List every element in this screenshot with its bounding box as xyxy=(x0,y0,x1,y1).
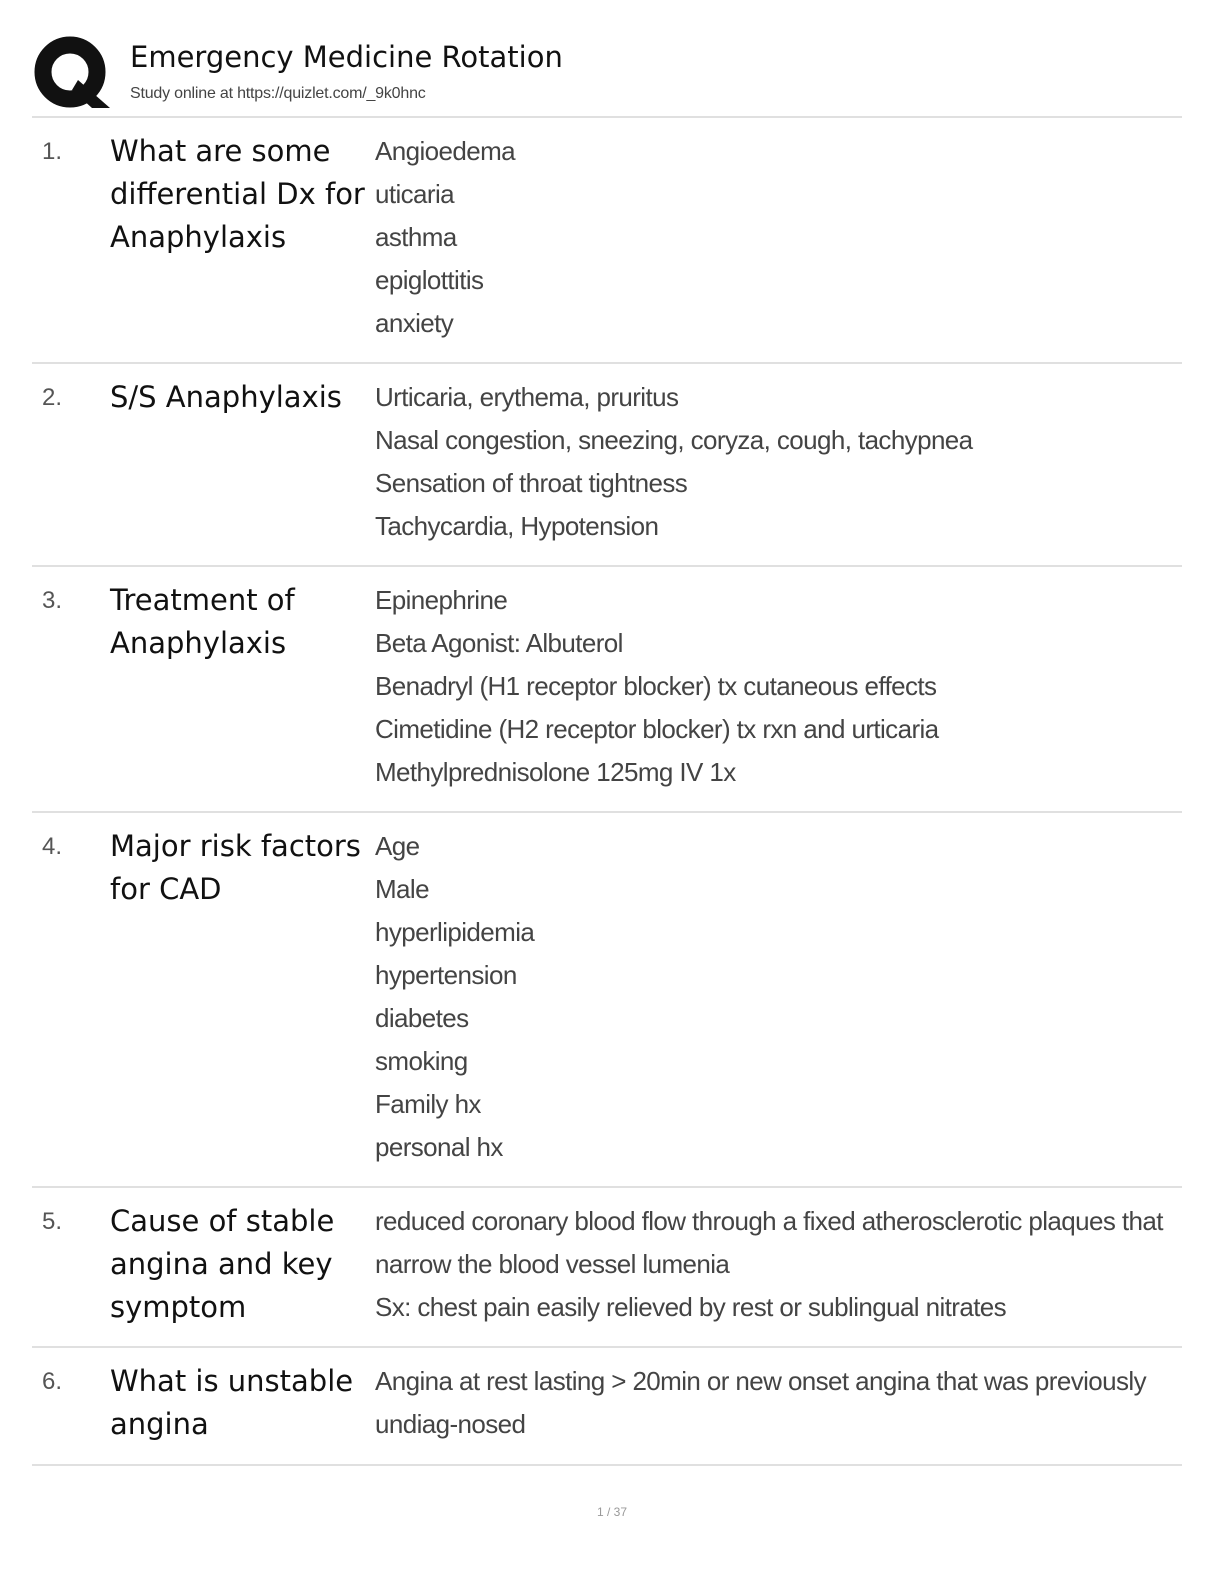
page-number: 1 / 37 xyxy=(596,1505,628,1519)
card-term: What are some differential Dx for Anaphylaxis xyxy=(110,134,365,254)
divider xyxy=(32,116,1182,118)
definition-line: Angioedema xyxy=(375,136,515,166)
definition-line: Beta Agonist: Albuterol xyxy=(375,628,623,658)
definition-line: uticaria xyxy=(375,179,455,209)
definition-line: Methylprednisolone 125mg IV 1x xyxy=(375,757,736,787)
card-definition xyxy=(375,130,1175,345)
definition-line: Epinephrine xyxy=(375,585,508,615)
definition-line: Family hx xyxy=(375,1089,481,1119)
divider xyxy=(32,362,1182,364)
divider xyxy=(32,1186,1182,1188)
card-number: 6. xyxy=(42,1368,63,1395)
card-term: Major risk factors for CAD xyxy=(110,829,361,906)
definition-line: personal hx xyxy=(375,1132,503,1162)
study-link[interactable]: Study online at https://quizlet.com/_9k0hnc xyxy=(130,85,426,102)
definition-line: asthma xyxy=(375,222,457,252)
definition-line: Nasal congestion, sneezing, coryza, cough, tachypnea xyxy=(375,425,973,455)
definition-line: Benadryl (H1 receptor blocker) tx cutaneous effects xyxy=(375,671,937,701)
definition-line: Urticaria, erythema, pruritus xyxy=(375,382,679,412)
card-number: 3. xyxy=(42,587,63,614)
definition-line: Sensation of throat tightness xyxy=(375,468,688,498)
definition-line: reduced coronary blood flow through a fixed atherosclerotic plaques that narrow the blood vessel lumenia xyxy=(375,1206,1163,1279)
divider xyxy=(32,1346,1182,1348)
divider xyxy=(32,1464,1182,1466)
card-number: 4. xyxy=(42,833,63,860)
card-number: 1. xyxy=(42,138,63,165)
card-term: Cause of stable angina and key symptom xyxy=(110,1204,335,1324)
page-title: Emergency Medicine Rotation xyxy=(130,40,563,74)
definition-line: hyperlipidemia xyxy=(375,917,535,947)
definition-line: Angina at rest lasting > 20min or new onset angina that was previously undiag-nosed xyxy=(375,1366,1146,1439)
divider xyxy=(32,565,1182,567)
definition-line: Age xyxy=(375,831,420,861)
divider xyxy=(32,811,1182,813)
card-term: What is unstable angina xyxy=(110,1364,354,1441)
definition-line: Male xyxy=(375,874,429,904)
definition-line: diabetes xyxy=(375,1003,469,1033)
card-number: 5. xyxy=(42,1208,63,1235)
card-number: 2. xyxy=(42,384,63,411)
card-definition xyxy=(375,1200,1175,1329)
card-definition xyxy=(375,1360,1175,1446)
definition-line: Tachycardia, Hypotension xyxy=(375,511,659,541)
card-term: Treatment of Anaphylaxis xyxy=(110,583,295,660)
quizlet-logo-icon xyxy=(34,36,112,110)
card-term: S/S Anaphylaxis xyxy=(110,380,342,414)
definition-line: Sx: chest pain easily relieved by rest or sublingual nitrates xyxy=(375,1292,1007,1322)
page-header xyxy=(32,30,1182,118)
card-definition xyxy=(375,579,1175,794)
definition-line: epiglottitis xyxy=(375,265,484,295)
definition-line: anxiety xyxy=(375,308,454,338)
card-definition xyxy=(375,376,1175,548)
definition-line: smoking xyxy=(375,1046,468,1076)
definition-line: Cimetidine (H2 receptor blocker) tx rxn and urticaria xyxy=(375,714,939,744)
card-definition xyxy=(375,825,1175,1169)
definition-line: hypertension xyxy=(375,960,517,990)
